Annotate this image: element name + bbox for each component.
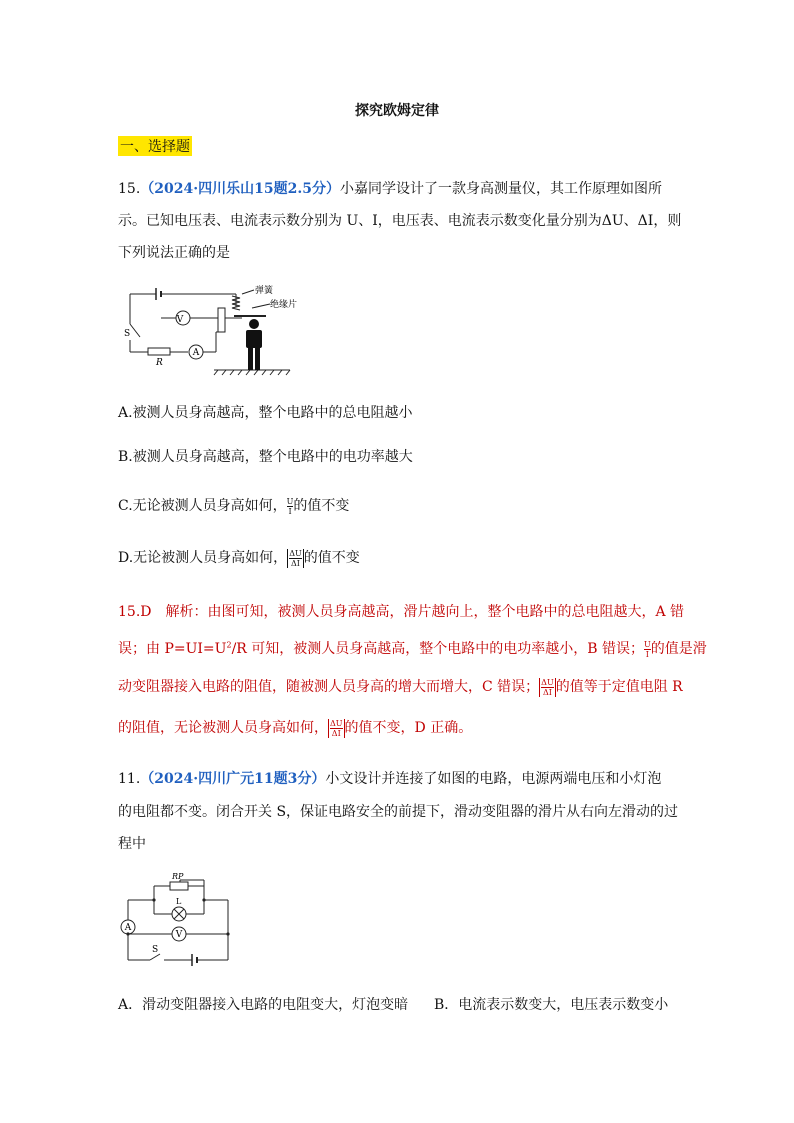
q15-text-1: 小嘉同学设计了一款身高测量仪，其工作原理如图所 [339,181,662,197]
ammeter-label: A [192,348,200,358]
q11-source: （2024·四川广元11题3分） [140,771,326,787]
section-heading: 一、选择题 [118,136,192,156]
lamp-label: L [176,897,182,906]
q11-ammeter-label: A [124,923,132,933]
insulator-label: 绝缘片 [270,300,298,310]
switch-label: S [124,329,131,339]
q15-option-c [118,495,349,516]
a15-line2: 误；由 $P=UI=U^2/R$ 可知，被测人员身高越高，整个电路中的电功率越小，B 错误； $\frac{U}{I}$的值是滑 [118,639,707,659]
abs-fraction-du-di: $\frac{\Delta U}{\Delta I}$ [289,548,302,568]
a15-line4: 的阻值，无论被测人员身高如何， $\frac{\Delta U}{\Delta I}$ 的值不变，D 正确。 [118,718,473,738]
spring-label: 弹簧 [255,286,274,296]
q15-circuit-figure [118,282,298,382]
q11-text-1: 小文设计并连接了如图的电路，电源两端电压和小灯泡 [325,771,662,787]
q11-option-a: A．滑动变阻器接入电路的电阻变大，灯泡变暗 [118,997,409,1013]
person-icon [246,319,262,370]
q15-option-d-tail: 的值不变 [303,550,360,566]
q15-option-b: B.被测人员身高越高，整个电路中的电功率越大 [118,449,413,465]
q11-switch-label: S [152,945,159,955]
q15-line3: 下列说法正确的是 [118,245,230,261]
fraction-u-over-i: $\frac{U}{I}$ [286,496,294,516]
q15-number: 15. [118,181,141,197]
resistor-label: R [156,358,163,368]
page-title: 探究欧姆定律 [355,103,439,119]
voltmeter-label: V [176,315,184,325]
q15-option-a: A.被测人员身高越高，整个电路中的总电阻越小 [118,405,413,421]
q15-line1 [118,178,662,198]
q11-circuit-figure [118,872,238,970]
q15-line2: 示。已知电压表、电流表示数分别为 U、I，电压表、电流表示数变化量分别为ΔU、ΔI，则 [118,213,682,229]
q11-line2: 的电阻都不变。闭合开关 S，保证电路安全的前提下，滑动变阻器的滑片从右向左滑动的过 [118,804,679,820]
q11-line3: 程中 [118,836,146,852]
rp-label: RP [172,872,184,881]
q15-option-d [118,547,360,568]
q15-source: （2024·四川乐山15题2.5分） [140,181,340,197]
q11-option-b: B．电流表示数变大，电压表示数变小 [434,997,669,1013]
a15-line1: 15.D 解析：由图可知，被测人员身高越高，滑片越向上，整个电路中的总电阻越大，A 错 [118,604,685,620]
q15-option-c-text: C.无论被测人员身高如何， [118,498,287,514]
q15-option-c-tail: 的值不变 [293,498,350,514]
q11-number: 11. [118,771,141,787]
q11-voltmeter-label: V [175,930,183,940]
q15-option-d-text: D.无论被测人员身高如何， [118,550,288,566]
q11-line1 [118,768,661,788]
a15-line3: 动变阻器接入电路的阻值，随被测人员身高的增大而增大，C 错误； $\frac{\Delta U}{\Delta I}$ 的值等于定值电阻 R [118,677,683,697]
